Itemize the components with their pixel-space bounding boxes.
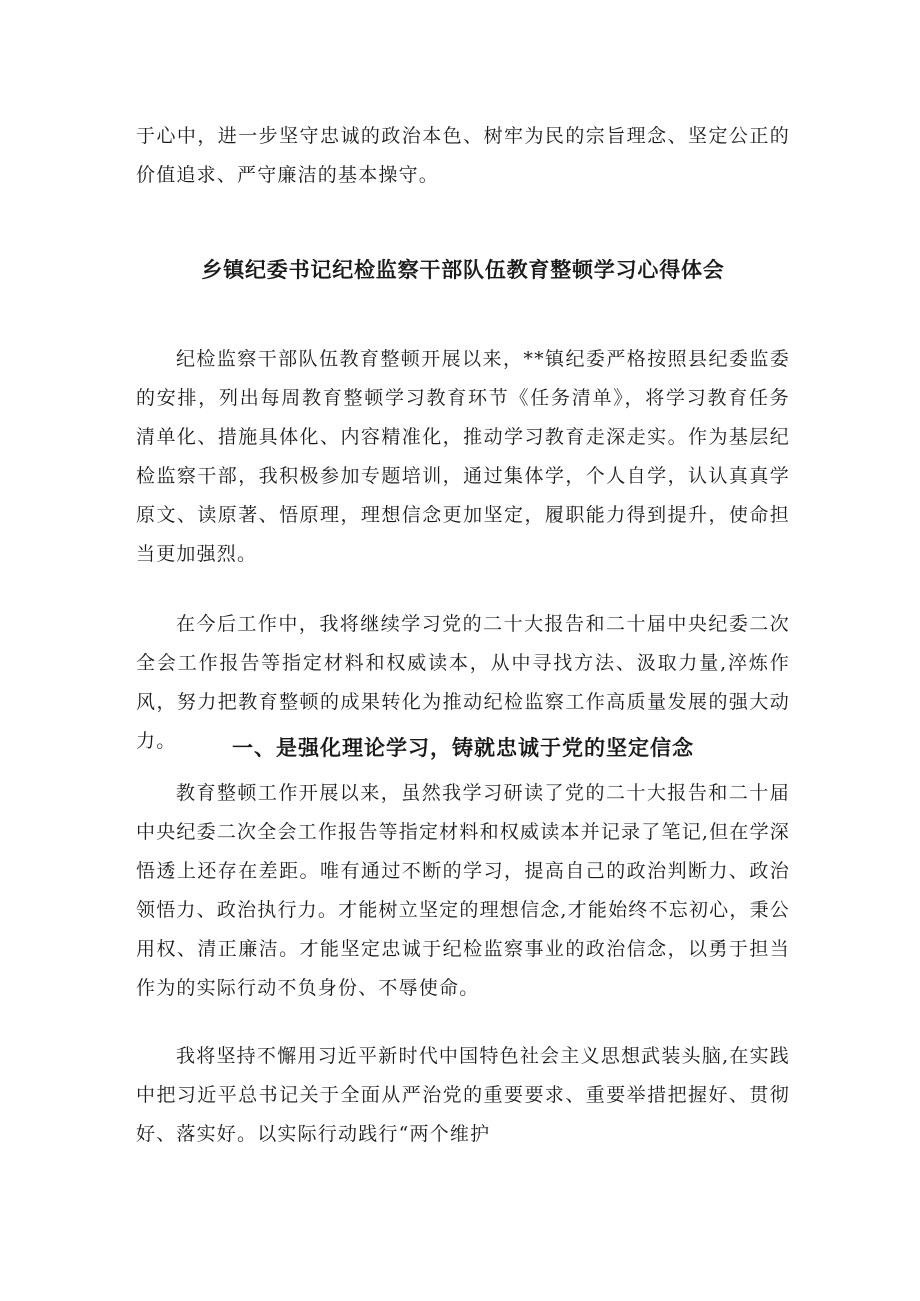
section-heading: 一、是强化理论学习，铸就忠诚于党的坚定信念 — [232, 736, 694, 760]
body-paragraph-2: 在今后工作中，我将继续学习党的二十大报告和二十届中央纪委二次全会工作报告等指定材料和权威读本，从中寻找方法、汲取力量,淬炼作风，努力把教育整顿的成果转化为推动纪检监察工作高质量发展的强大动力。 — [136, 613, 790, 752]
intro-paragraph: 于心中，进一步坚守忠诚的政治本色、树牢为民的宗旨理念、坚定公正的价值追求、严守廉洁的基本操守。 — [136, 125, 790, 186]
document-title: 乡镇纪委书记纪检监察干部队伍教育整顿学习心得体会 — [201, 258, 725, 282]
section-paragraph-2: 我将坚持不懈用习近平新时代中国特色社会主义思想武装头脑,在实践中把习近平总书记关于全面从严治党的重要要求、重要举措把握好、贯彻好、落实好。以实际行动践行“两个维护 — [136, 1045, 790, 1145]
body-paragraph-1: 纪检监察干部队伍教育整顿开展以来，**镇纪委严格按照县纪委监委的安排，列出每周教育整顿学习教育环节《任务清单》，将学习教育任务清单化、措施具体化、内容精准化，推动学习教育走深走实。作为基层纪检监察干部，我积极参加专题培训，通过集体学，个人自学，认认真真学原文、读原著、悟原理，理想信念更加坚定，履职能力得到提升，使命担当更加强烈。 — [136, 348, 790, 565]
section-paragraph-1: 教育整顿工作开展以来，虽然我学习研读了党的二十大报告和二十届中央纪委二次全会工作报告等指定材料和权威读本并记录了笔记,但在学深悟透上还存在差距。唯有通过不断的学习，提高自己的政治判断力、政治领悟力、政治执行力。才能树立坚定的理想信念,才能始终不忘初心，秉公用权、清正廉洁。才能坚定忠诚于纪检监察事业的政治信念，以勇于担当作为的实际行动不负身份、不辱使命。 — [136, 782, 790, 999]
